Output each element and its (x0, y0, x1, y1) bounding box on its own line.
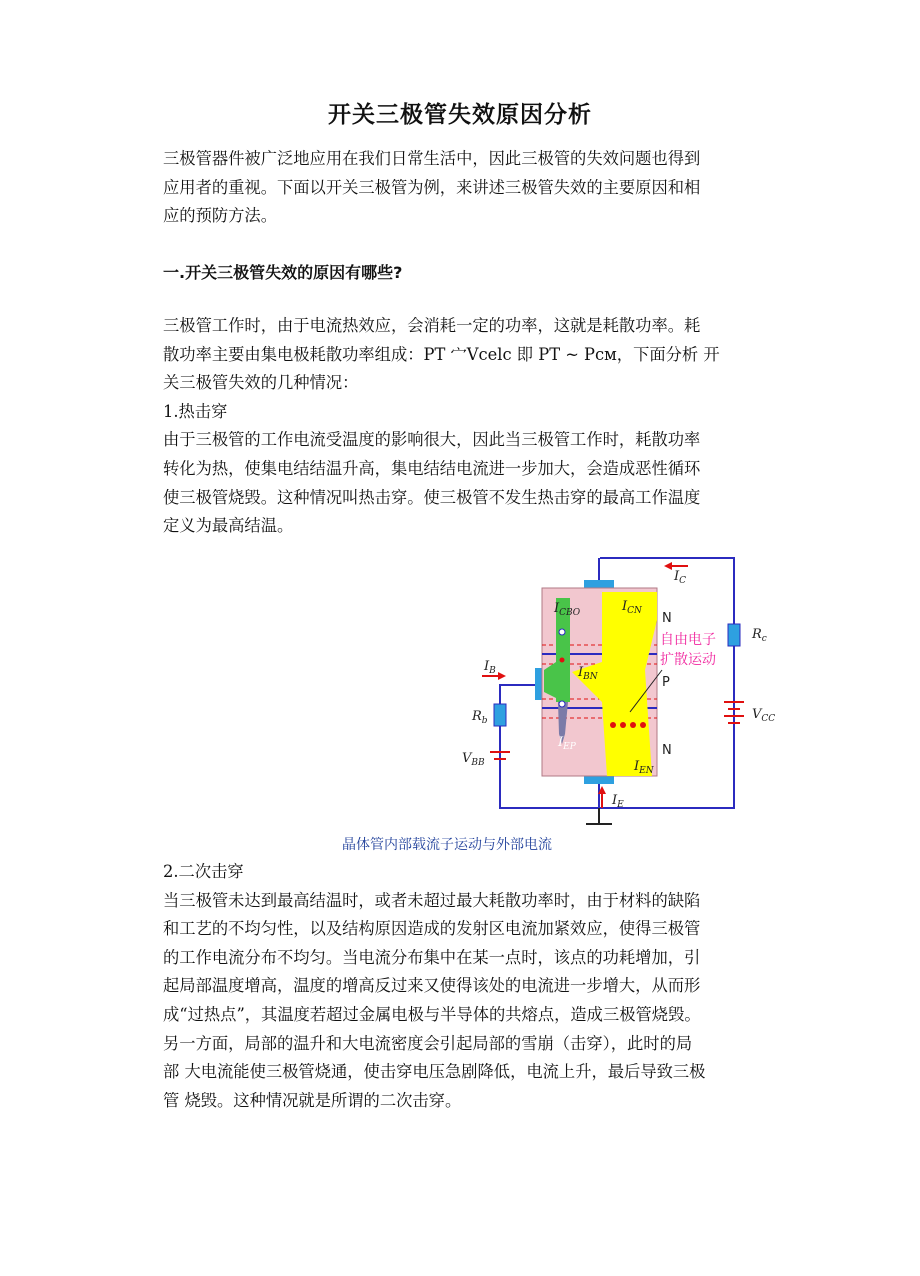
ib-label: $I_B$ (484, 659, 496, 676)
section1-line: 散功率主要由集电极耗散功率组成：PT 宀Vcelc 即 PT ~ Pcм，下面分析 开 (163, 344, 720, 364)
item2-line: 部 大电流能使三极管烧通，使击穿电压急剧降低，电流上升，最后导致三极 (163, 1062, 706, 1082)
region-p-label: P (662, 675, 670, 690)
icn-label: $I_{CN}$ (622, 599, 642, 616)
intro-line: 应用者的重视。下面以开关三极管为例，来讲述三极管失效的主要原因和相 (163, 177, 701, 197)
intro-line: 应的预防方法。 (163, 206, 277, 226)
intro-paragraph (163, 145, 775, 231)
ibn-label: $I_{BN}$ (578, 665, 598, 682)
item1-title: 1.热击穿 (163, 401, 228, 421)
item2-line: 管 烧毁。这种情况就是所谓的二次击穿。 (163, 1090, 462, 1110)
icbo-label: $I_{CBO}$ (554, 601, 581, 618)
item2-line: 另一方面，局部的温升和大电流密度会引起局部的雪崩（击穿），此时的局 (163, 1033, 693, 1053)
intro-line: 三极管器件被广泛地应用在我们日常生活中，因此三极管的失效问题也得到 (163, 149, 701, 168)
item2-line: 和工艺的不均匀性，以及结构原因造成的发射区电流加紧效应，使得三极管 (163, 919, 701, 939)
transistor-carrier-diagram (452, 552, 782, 830)
item1-line: 使三极管烧毁。这种情况叫热击穿。使三极管不发生热击穿的最高工作温度 (163, 487, 701, 507)
section1-line: 关三极管失效的几种情况： (163, 373, 359, 393)
diagram-caption: 晶体管内部载流子运动与外部电流 (342, 837, 552, 853)
rb-label: $R_b$ (472, 709, 488, 726)
item1-line: 转化为热，使集电结结温升高，集电结结电流进一步加大，会造成恶性循环 (163, 458, 701, 478)
item2-paragraph (163, 858, 775, 1115)
ie-label: $I_E$ (612, 793, 624, 810)
section-heading-1: 一.开关三极管失效的原因有哪些? (163, 263, 403, 282)
free-electron-label-line1: 自由电子 (660, 632, 716, 648)
vcc-label: $V_{CC}$ (752, 707, 776, 724)
rc-resistor (728, 624, 740, 646)
region-n-bottom-label: N (662, 743, 672, 758)
item2-line: 的工作电流分布不均匀。当电流分布集中在某一点时，该点的功耗增加，引 (163, 947, 701, 967)
section1-paragraph (163, 312, 775, 541)
rc-label: $R_c$ (752, 627, 767, 644)
vbb-label: $V_{BB}$ (462, 751, 485, 768)
item1-line: 由于三极管的工作电流受温度的影响很大，因此当三极管工作时，耗散功率 (163, 430, 701, 450)
ic-label: $I_C$ (674, 569, 687, 586)
ien-label: $I_{EN}$ (634, 759, 654, 776)
item2-line: 成“过热点”，其温度若超过金属电极与半导体的共熔点，造成三极管烧毁。 (163, 1004, 701, 1024)
free-electron-label-line2: 扩散运动 (660, 652, 716, 668)
collector-contact (584, 580, 614, 588)
page-title: 开关三极管失效原因分析 (328, 102, 592, 128)
emitter-contact (584, 776, 614, 784)
iep-label: $I_{EP}$ (558, 735, 576, 752)
item1-line: 定义为最高结温。 (163, 516, 294, 536)
section1-line: 三极管工作时，由于电流热效应，会消耗一定的功率，这就是耗散功率。耗 (163, 316, 701, 335)
item2-line: 起局部温度增高，温度的增高反过来又使得该处的电流进一步增大，从而形 (163, 976, 701, 996)
rb-resistor (494, 704, 506, 726)
item2-title: 2.二次击穿 (163, 862, 244, 881)
region-n-top-label: N (662, 611, 672, 626)
item2-line: 当三极管未达到最高结温时，或者未超过最大耗散功率时，由于材料的缺陷 (163, 890, 701, 910)
